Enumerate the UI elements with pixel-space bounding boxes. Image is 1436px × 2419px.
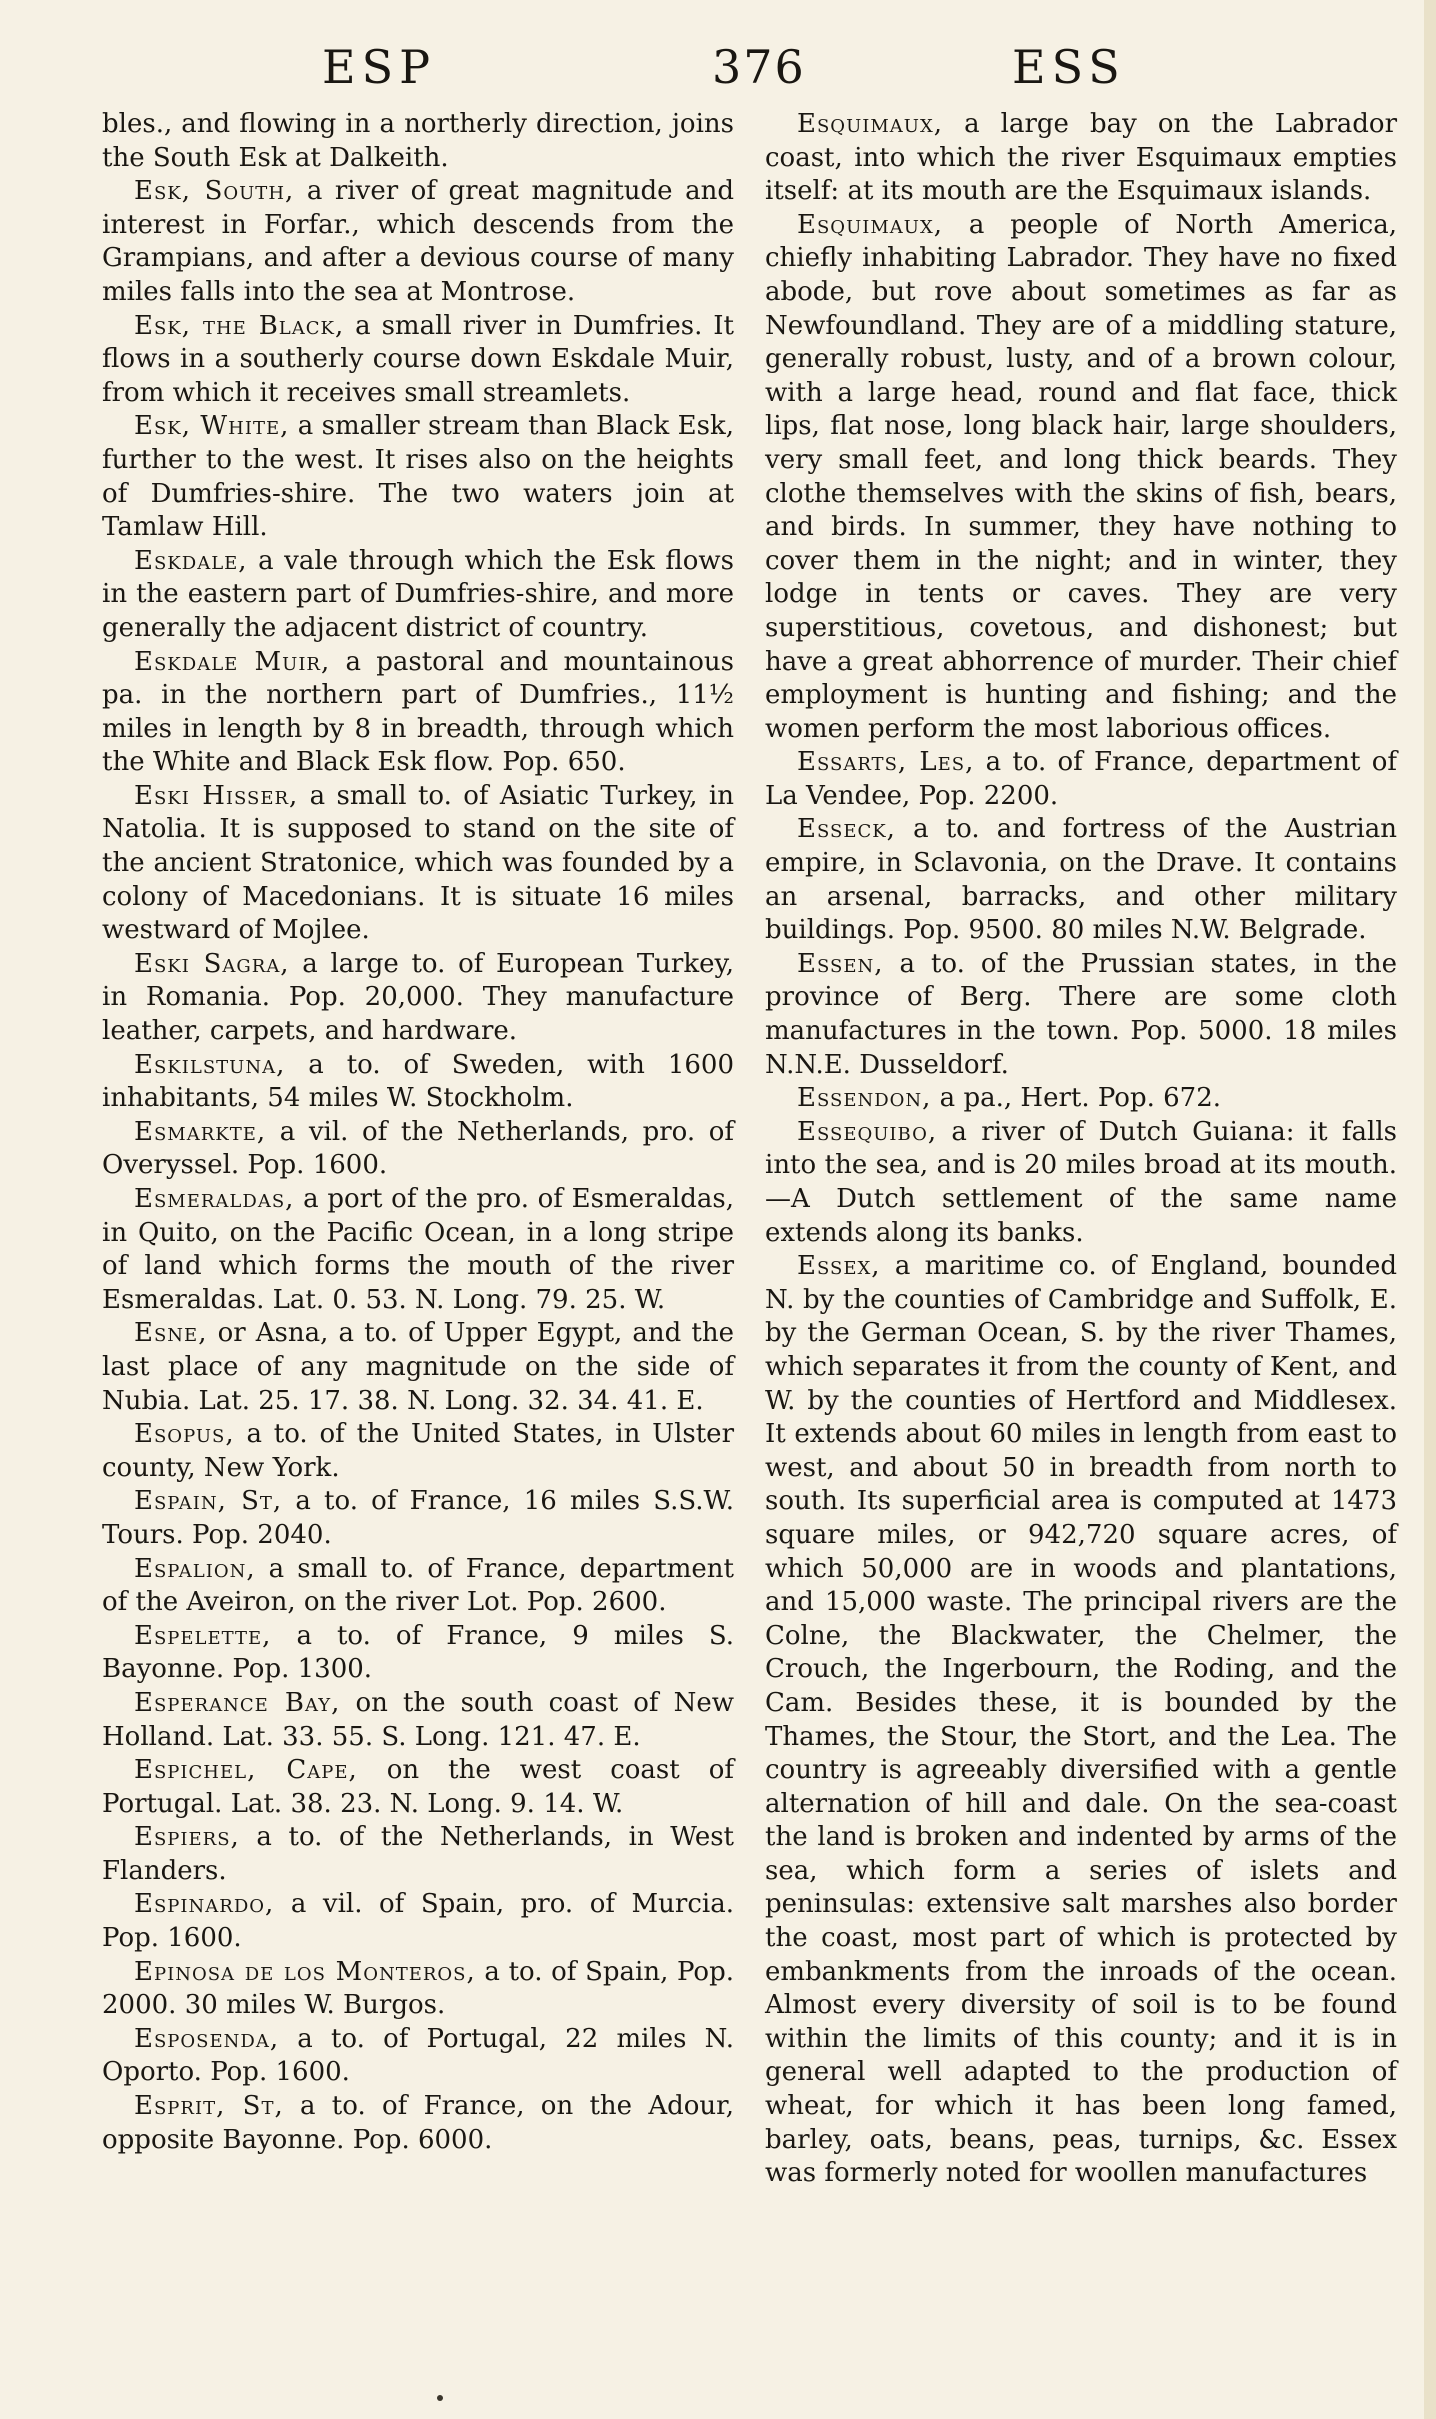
entry-text: a pastoral and mountainous pa. in the northern part of Dumfries., 11½ miles in length by 8 in breadth, through which the White and Black Esk flow. Pop. 650.: [102, 646, 734, 778]
entry-text: a to. of Spain, Pop. 2000. 30 miles W. Burgos.: [102, 1956, 734, 2021]
entry-headword: Espiers,: [134, 1822, 240, 1853]
gazetteer-entry: [102, 2090, 734, 2157]
entry-text: a to. of France, department of La Vendee, Pop. 2200.: [765, 747, 1397, 811]
entry-text: a large bay on the Labrador coast, into which the river Esquimaux empties itself: at its mouth are the Esquimaux islands.: [765, 109, 1397, 207]
entry-text: a to. of Portugal, 22 miles N. Oporto. Pop. 1600.: [102, 2023, 734, 2088]
entry-text: a to. of France, 9 miles S. Bayonne. Pop. 1300.: [102, 1620, 734, 1685]
entry-text: a large to. of European Turkey, in Romania. Pop. 20,000. They manufacture leather, carpets, and hardware.: [102, 948, 734, 1047]
gazetteer-entry: [102, 175, 734, 309]
entry-headword: Esk, White,: [134, 411, 290, 442]
gazetteer-entry: [765, 948, 1397, 1082]
left-column: [102, 108, 734, 2157]
entry-headword: Esseck,: [797, 814, 896, 845]
gazetteer-entry: [102, 1116, 734, 1183]
gazetteer-entry: [765, 209, 1397, 747]
entry-text: a river of great magnitude and interest in Forfar., which descends from the Grampians, and after a devious course of many miles falls into the sea at Montrose.: [102, 176, 734, 307]
gazetteer-entry: [102, 2023, 734, 2090]
header-right-guide-word: ESS: [1012, 40, 1126, 94]
entry-text: a port of the pro. of Esmeraldas, in Quito, on the Pacific Ocean, in a long stripe of land which forms the mouth of the river Esmeraldas. Lat. 0. 53. N. Long. 79. 25. W.: [102, 1184, 734, 1315]
entry-headword: Esquimaux,: [797, 109, 944, 139]
right-column: [765, 108, 1397, 2191]
gazetteer-entry: [102, 1317, 734, 1418]
gazetteer-entry: [102, 1821, 734, 1888]
gazetteer-entry: [102, 1418, 734, 1485]
gazetteer-entry: [102, 1687, 734, 1754]
entry-text: a to. of Sweden, with 1600 inhabitants, 54 miles W. Stockholm.: [102, 1049, 734, 1114]
entry-headword: Espelette,: [134, 1620, 272, 1651]
gazetteer-entry: [102, 1888, 734, 1955]
gazetteer-entry: [102, 948, 734, 1049]
entry-text: a small to. of France, department of the Aveiron, on the river Lot. Pop. 2600.: [102, 1553, 734, 1618]
page-edge: [1424, 0, 1436, 2419]
entry-headword: Espalion,: [134, 1553, 256, 1584]
gazetteer-entry: [102, 646, 734, 780]
gazetteer-entry: [765, 746, 1397, 813]
gazetteer-entry: [102, 108, 734, 175]
entry-text: a vil. of Spain, pro. of Murcia. Pop. 1600.: [102, 1889, 734, 1954]
gazetteer-entry: [102, 1956, 734, 2023]
entry-text: a to. and fortress of the Austrian empire, in Sclavonia, on the Drave. It contains an arsenal, barracks, and other military buildings. Pop. 9500. 80 miles N.W. Belgrade.: [765, 814, 1397, 946]
entry-headword: Esprit, St,: [134, 2091, 284, 2122]
entry-headword: Essendon,: [797, 1083, 932, 1114]
entry-headword: Esquimaux,: [797, 209, 944, 240]
entry-text: a to. of France, 16 miles S.S.W. Tours. Pop. 2040.: [102, 1486, 734, 1550]
entry-text: a to. of the Prussian states, in the province of Berg. There are some cloth manufactures in the town. Pop. 5000. 18 miles N.N.E. Dusseldorf.: [765, 948, 1397, 1080]
entry-text: a river of Dutch Guiana: it falls into the sea, and is 20 miles broad at its mouth.—A Dutch settlement of the same name extends along its banks.: [765, 1116, 1397, 1248]
entry-text: a vale through which the Esk flows in the eastern part of Dumfries-shire, and more generally the adjacent district of country.: [102, 545, 734, 643]
entry-text: a smaller stream than Black Esk, further to the west. It rises also on the heights of Dumfries-shire. The two waters join at Tamlaw Hill.: [102, 411, 734, 543]
entry-headword: Eski Sagra,: [134, 948, 290, 979]
entry-headword: Esne,: [134, 1318, 208, 1349]
entry-text: a small to. of Asiatic Turkey, in Natolia. It is supposed to stand on the site of the ancient Stratonice, which was founded by a colony of Macedonians. It is situate 16 miles westward of Mojlee.: [102, 780, 734, 946]
entry-text: a maritime co. of England, bounded N. by the counties of Cambridge and Suffolk, E. by the German Ocean, S. by the river Thames, which separates it from the county of Kent, and W. by the counties of Hertford and Middlesex. It extends about 60 miles in length from east to west, and about 50 in breadth from north to south. Its superficial area is computed at 1473 square miles, or 942,720 square acres, of which 50,000 are in woods and plantations, and 15,000 waste. The principal rivers are the Colne, the Blackwater, the Chelmer, the Crouch, the Ingerbourn, the Roding, and the Cam. Besides these, it is bounded by the Thames, the Stour, the Stort, and the Lea. The country is agreeably diversified with a gentle alternation of hill and dale. On the sea-coast the land is broken and indented by arms of the sea, which form a series of islets and peninsulas: extensive salt marshes also border the coast, most part of which is protected by embankments from the inroads of the ocean. Almost every diversity of soil is to be found within the limits of this county; and it is in general well adapted to the production of wheat, for which it has been long famed, barley, oats, beans, peas, turnips, &c. Essex was formerly noted for woollen manufactures: [765, 1251, 1397, 2189]
gazetteer-entry: [102, 310, 734, 411]
entry-headword: Espinardo,: [134, 1889, 275, 1920]
entry-headword: Eskilstuna,: [134, 1049, 286, 1080]
gazetteer-entry: [765, 108, 1397, 209]
entry-text: a small river in Dumfries. It flows in a southerly course down Eskdale Muir, from which it receives small streamlets.: [102, 310, 735, 408]
gazetteer-entry: [102, 1754, 734, 1821]
entry-headword: Essarts, Les,: [797, 747, 975, 778]
entry-text: a to. of the Netherlands, in West Flanders.: [102, 1822, 734, 1886]
entry-text: bles., and flowing in a northerly direction, joins the South Esk at Dalkeith.: [102, 109, 734, 173]
entry-headword: Epinosa de los Monteros,: [134, 1956, 476, 1987]
entry-text: or Asna, a to. of Upper Egypt, and the last place of any magnitude on the side of Nubia. Lat. 25. 17. 38. N. Long. 32. 34. 41. E.: [102, 1318, 734, 1416]
gazetteer-entry: [102, 780, 734, 948]
entry-headword: Eskdale Muir,: [134, 646, 331, 677]
gazetteer-entry: [102, 1620, 734, 1687]
gazetteer-entry: [102, 1183, 734, 1317]
entry-text: on the south coast of New Holland. Lat. 33. 55. S. Long. 121. 47. E.: [102, 1687, 734, 1752]
gazetteer-entry: [765, 1250, 1397, 2191]
gazetteer-entry: [765, 813, 1397, 947]
gazetteer-entry: [765, 1116, 1397, 1250]
page-number: 376: [712, 40, 806, 94]
entry-headword: Esposenda,: [134, 2023, 280, 2054]
gazetteer-entry: [102, 1553, 734, 1620]
entry-headword: Essequibo,: [797, 1116, 938, 1147]
gazetteer-entry: [102, 410, 734, 544]
entry-text: a people of North America, chiefly inhabiting Labrador. They have no fixed abode, but rove about sometimes as far as Newfoundland. They are of a middling stature, generally robust, lusty, and of a brown colour, with a large head, round and flat face, thick lips, flat nose, long black hair, large shoulders, very small feet, and long thick beards. They clothe themselves with the skins of fish, bears, and birds. In summer, they have nothing to cover them in the night; and in winter, they lodge in tents or caves. They are very superstitious, covetous, and dishonest; but have a great abhorrence of murder. Their chief employment is hunting and fishing; and the women perform the most laborious offices.: [765, 209, 1397, 744]
entry-headword: Eskdale,: [134, 545, 248, 576]
gazetteer-entry: [102, 545, 734, 646]
gazetteer-entry: [765, 1082, 1397, 1116]
entry-headword: Eski Hisser,: [134, 780, 299, 811]
entry-headword: Esmarkte,: [134, 1116, 267, 1147]
entry-headword: Essex,: [797, 1251, 881, 1282]
entry-headword: Essen,: [797, 948, 884, 979]
gazetteer-entry: [102, 1485, 734, 1552]
entry-headword: Esmeraldas,: [134, 1184, 295, 1214]
entry-text: a pa., Hert. Pop. 672.: [931, 1083, 1222, 1114]
printer-mark: [437, 2395, 443, 2401]
entry-headword: Espichel, Cape,: [134, 1755, 358, 1786]
entry-text: a vil. of the Netherlands, pro. of Overyssel. Pop. 1600.: [102, 1116, 734, 1181]
entry-headword: Esk, the Black,: [134, 310, 345, 341]
entry-headword: Esopus,: [134, 1419, 235, 1450]
entry-text: a to. of the United States, in Ulster county, New York.: [102, 1419, 734, 1483]
running-header: [0, 40, 1436, 100]
header-left-guide-word: ESP: [322, 40, 437, 94]
entry-headword: Espain, St,: [134, 1486, 283, 1517]
entry-text: on the west coast of Portugal. Lat. 38. 23. N. Long. 9. 14. W.: [102, 1755, 734, 1819]
entry-headword: Esk, South,: [134, 176, 295, 207]
entry-text: a to. of France, on the Adour, opposite Bayonne. Pop. 6000.: [102, 2091, 734, 2155]
gazetteer-entry: [102, 1049, 734, 1116]
entry-headword: Esperance Bay,: [134, 1687, 341, 1718]
